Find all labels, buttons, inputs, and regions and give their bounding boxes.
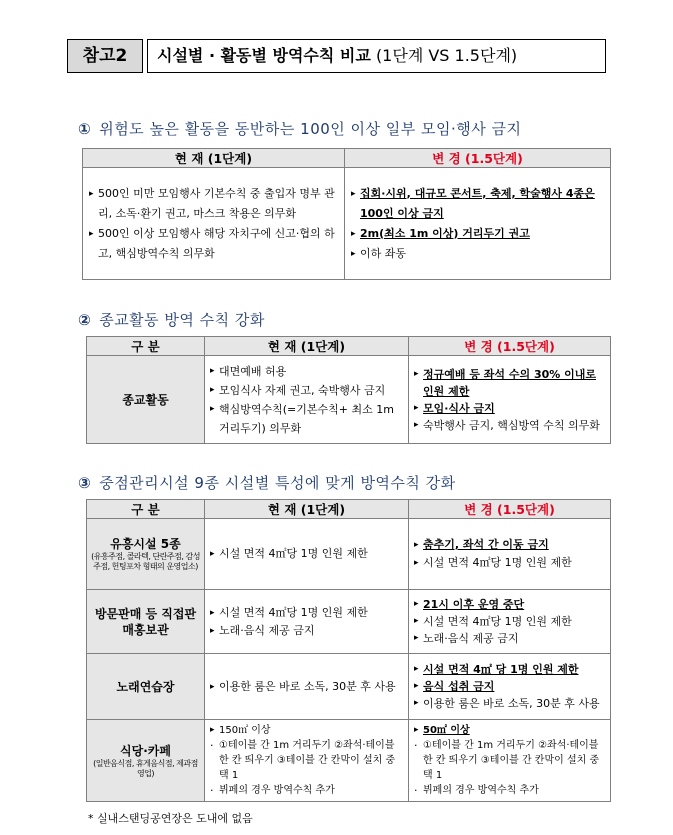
table-header-row: [83, 149, 611, 168]
change-cell: [409, 654, 611, 720]
col-change: 변 경 (1.5단계): [345, 149, 611, 168]
list-item: ▸ 음식 섭취 금지: [414, 678, 605, 695]
list-item: ▸ 시설 면적 4㎡당 1명 인원 제한: [414, 554, 605, 572]
list-item: ▸ 숙박행사 금지, 핵심방역 수칙 의무화: [414, 417, 605, 434]
current-cell: [205, 720, 409, 802]
list-item: ▸ 모임·식사 금지: [414, 400, 605, 417]
list-item: ▸ 21시 이후 운영 중단: [414, 596, 605, 613]
page-title-main: 시설별 · 활동별 방역수칙 비교: [157, 46, 371, 65]
list-item: ▸ 2m(최소 1m 이상) 거리두기 권고: [351, 224, 604, 244]
list-item: ▸ 핵심방역수칙(=기본수칙+ 최소 1m 거리두기) 의무화: [210, 400, 403, 438]
change-cell: [409, 519, 611, 590]
change-cell: [409, 590, 611, 654]
category-cell: 종교활동: [87, 356, 205, 444]
category-label: 유흥시설 5종: [110, 537, 181, 551]
page-title: [147, 39, 606, 73]
current-cell: [205, 654, 409, 720]
table-row: [87, 720, 611, 802]
section-title: 중점관리시설 9종 시설별 특성에 맞게 방역수칙 강화: [99, 474, 456, 492]
table-header-row: [87, 500, 611, 519]
section-title: 위험도 높은 활동을 동반하는 100인 이상 일부 모임·행사 금지: [99, 120, 522, 138]
list-item: ▸ 시설 면적 4㎡당 1명 인원 제한: [210, 544, 403, 564]
section-2-heading: [78, 309, 265, 330]
list-item: ▸ 이용한 룸은 바로 소독, 30분 후 사용: [210, 677, 403, 697]
footnote: * 실내스탠딩공연장은 도내에 없음: [88, 812, 253, 825]
current-cell: [205, 590, 409, 654]
change-cell: [345, 168, 611, 280]
category-cell: 방문판매 등 직접판매홍보관: [87, 590, 205, 654]
list-item: ▸ 정규예배 등 좌석 수의 30% 이내로 인원 제한: [414, 366, 605, 400]
table-header-row: [87, 337, 611, 356]
table-row: [83, 168, 611, 280]
list-item: ▸ 노래·음식 제공 금지: [414, 630, 605, 647]
list-item: ▸ 500인 미만 모임행사 기본수칙 중 출입자 명부 관리, 소독·환기 권고, 마스크 착용은 의무화: [89, 184, 338, 224]
reference-tag: 참고2: [67, 39, 143, 73]
current-cell: [205, 356, 409, 444]
list-item: ▸ 150㎡ 이상: [210, 723, 403, 738]
col-category: 구 분: [87, 337, 205, 356]
col-change: 변 경 (1.5단계): [409, 500, 611, 519]
list-item: ▸ 춤추기, 좌석 간 이동 금지: [414, 536, 605, 554]
list-item: · 뷔페의 경우 방역수칙 추가: [414, 783, 605, 798]
change-cell: [409, 720, 611, 802]
list-item: · ①테이블 간 1m 거리두기 ②좌석·테이블 한 칸 띄우기 ③테이블 간 칸막이 설치 중 택 1: [414, 738, 605, 783]
section-1-table: [82, 148, 611, 280]
col-current: 현 재 (1단계): [83, 149, 345, 168]
list-item: ▸ 50㎡ 이상: [414, 723, 605, 738]
current-cell: [83, 168, 345, 280]
table-row: [87, 654, 611, 720]
change-cell: [409, 356, 611, 444]
section-3-heading: [78, 472, 456, 493]
col-current: 현 재 (1단계): [205, 337, 409, 356]
list-item: ▸ 시설 면적 4㎡ 당 1명 인원 제한: [414, 661, 605, 678]
col-change: 변 경 (1.5단계): [409, 337, 611, 356]
list-item: ▸ 시설 면적 4㎡당 1명 인원 제한: [210, 604, 403, 622]
section-title: 종교활동 방역 수칙 강화: [99, 311, 265, 329]
list-item: ▸ 집회·시위, 대규모 콘서트, 축제, 학술행사 4종은 100인 이상 금지: [351, 184, 604, 224]
section-number: ③: [78, 474, 92, 492]
section-2-table: [86, 336, 611, 444]
category-cell: [87, 720, 205, 802]
list-item: ▸ 노래·음식 제공 금지: [210, 622, 403, 640]
page-title-note: (1단계 VS 1.5단계): [375, 46, 518, 65]
section-number: ①: [78, 120, 92, 138]
list-item: · ①테이블 간 1m 거리두기 ②좌석·테이블 한 칸 띄우기 ③테이블 간 칸막이 설치 중 택 1: [210, 738, 403, 783]
col-current: 현 재 (1단계): [205, 500, 409, 519]
table-row: [87, 519, 611, 590]
list-item: ▸ 500인 이상 모임행사 해당 자치구에 신고·협의 하고, 핵심방역수칙 의무화: [89, 224, 338, 264]
category-cell: [87, 519, 205, 590]
table-row: [87, 356, 611, 444]
section-3-table: [86, 499, 611, 802]
section-1-heading: [78, 118, 522, 139]
col-category: 구 분: [87, 500, 205, 519]
list-item: ▸ 이하 좌동: [351, 244, 604, 264]
list-item: ▸ 이용한 룸은 바로 소독, 30분 후 사용: [414, 695, 605, 712]
page-header: [67, 39, 606, 73]
category-label: 식당·카페: [120, 743, 171, 758]
category-sub: (유흥주점, 콜라텍, 단란주점, 감성주점, 헌팅포차 형태의 운영업소): [91, 552, 200, 571]
list-item: ▸ 시설 면적 4㎡당 1명 인원 제한: [414, 613, 605, 630]
category-cell: 노래연습장: [87, 654, 205, 720]
list-item: ▸ 대면예배 허용: [210, 362, 403, 381]
section-number: ②: [78, 311, 92, 329]
current-cell: [205, 519, 409, 590]
list-item: ▸ 모임식사 자제 권고, 숙박행사 금지: [210, 381, 403, 400]
list-item: · 뷔페의 경우 방역수칙 추가: [210, 783, 403, 798]
table-row: [87, 590, 611, 654]
category-sub: (일반음식점, 휴게음식점, 제과점영업): [93, 758, 198, 778]
